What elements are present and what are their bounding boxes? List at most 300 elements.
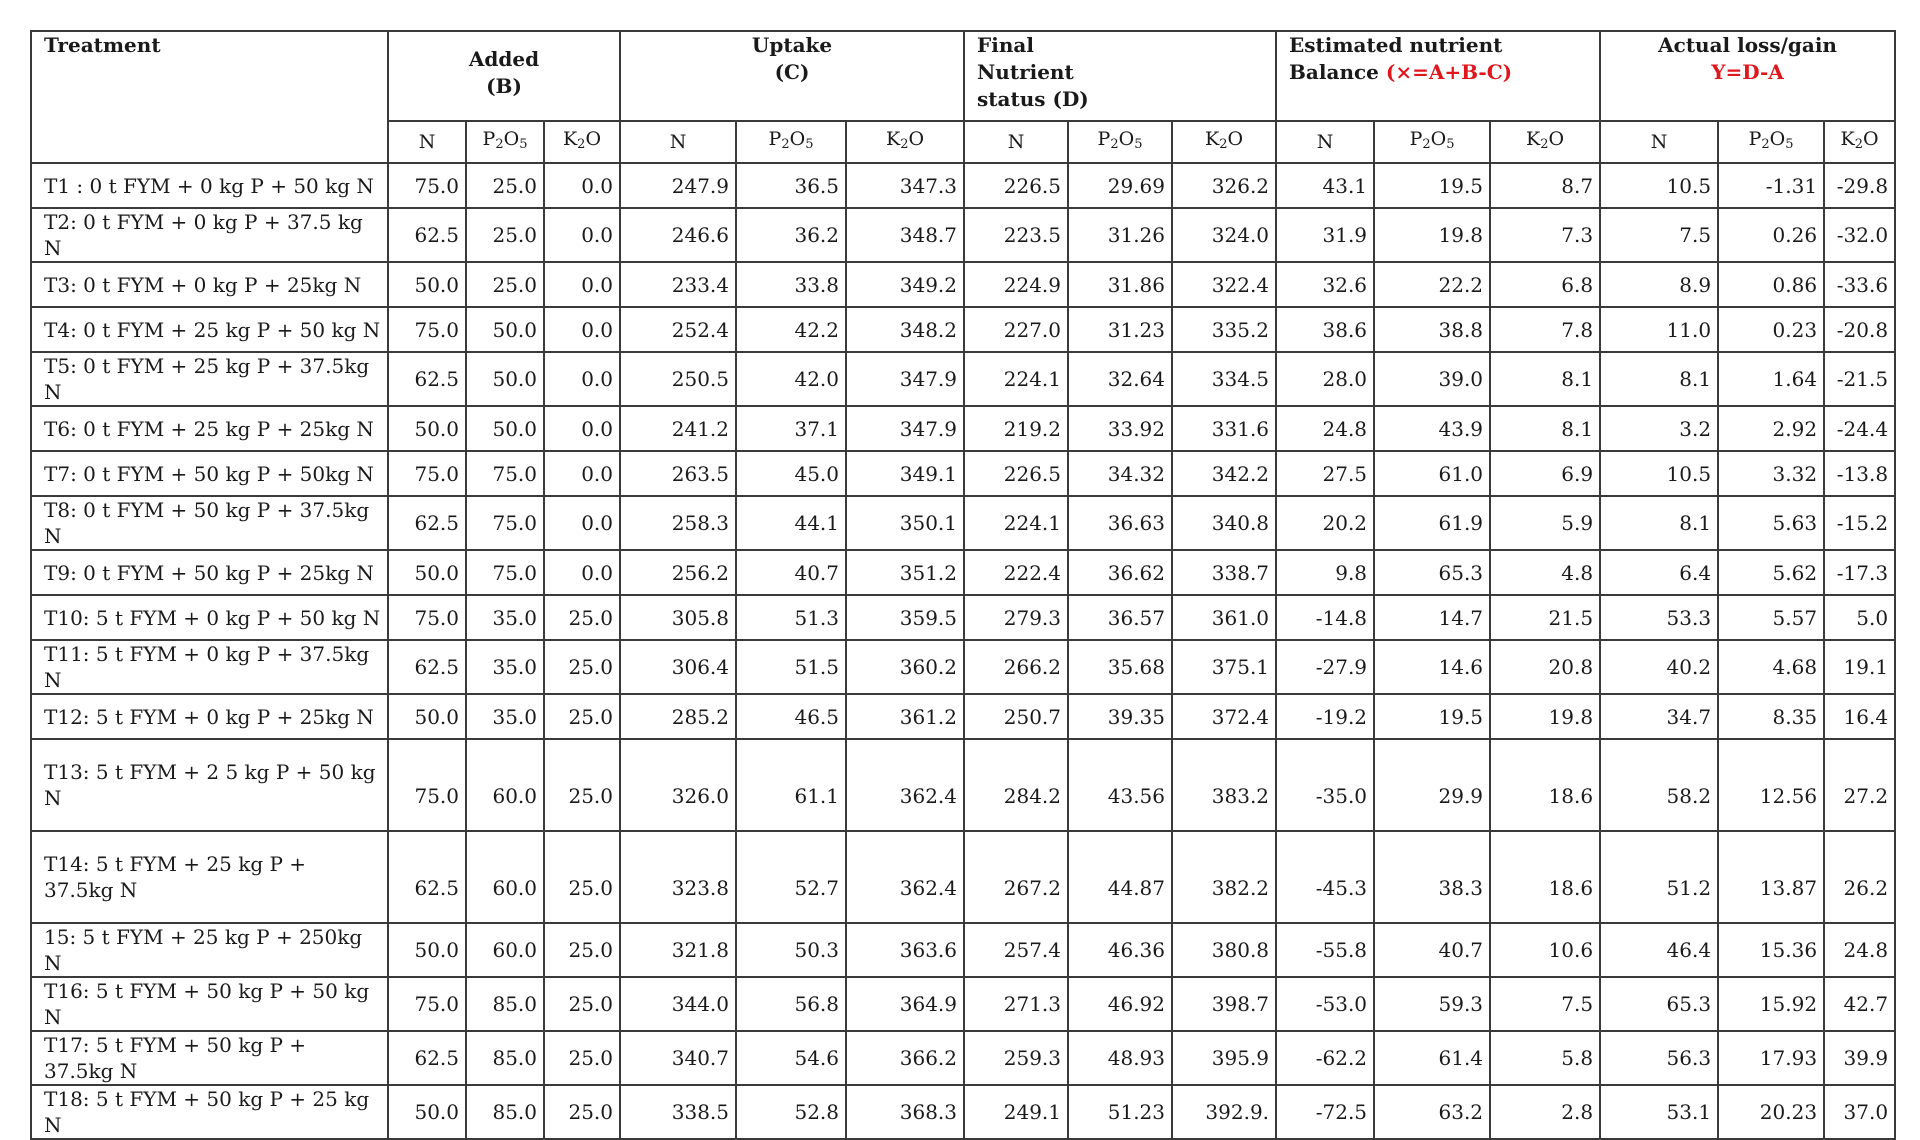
header-treatment [31, 31, 388, 163]
value-cell: -32.0 [1824, 208, 1895, 262]
value-cell: 323.8 [620, 831, 736, 923]
subheader-k2o-part: O [1863, 128, 1879, 150]
value-cell: 8.1 [1490, 406, 1600, 451]
subheader-p2o5-part: P [482, 128, 496, 150]
subheader-p2o5-part: O [1430, 128, 1447, 150]
value-cell: 40.7 [736, 550, 846, 595]
nutrient-balance-table [30, 30, 1896, 1140]
subheader-uptake-n [620, 121, 736, 163]
value-cell: 222.4 [964, 550, 1068, 595]
value-cell: 366.2 [846, 1031, 964, 1085]
value-cell: 51.2 [1600, 831, 1718, 923]
value-cell: 398.7 [1172, 977, 1276, 1031]
value-cell: 321.8 [620, 923, 736, 977]
value-cell: 233.4 [620, 262, 736, 307]
value-cell: 257.4 [964, 923, 1068, 977]
subheader-p2o5-part: 2 [1110, 137, 1119, 152]
value-cell: 35.0 [466, 595, 544, 640]
value-cell: 25.0 [544, 1031, 620, 1085]
value-cell: 46.5 [736, 694, 846, 739]
subheader-k2o-part: K [1840, 128, 1855, 150]
subheader-k2o-part: 2 [1540, 137, 1549, 152]
table-row [31, 694, 1895, 739]
value-cell: 34.7 [1600, 694, 1718, 739]
value-cell: 51.23 [1068, 1085, 1172, 1139]
treatment-cell: T5: 0 t FYM + 25 kg P + 37.5kg N [31, 352, 388, 406]
value-cell: 8.9 [1600, 262, 1718, 307]
value-cell: 46.92 [1068, 977, 1172, 1031]
table-row [31, 595, 1895, 640]
table-header [31, 31, 1895, 163]
value-cell: -33.6 [1824, 262, 1895, 307]
value-cell: 53.1 [1600, 1085, 1718, 1139]
value-cell: 7.5 [1490, 977, 1600, 1031]
header-final-line2: Nutrient [977, 60, 1074, 84]
value-cell: 60.0 [466, 923, 544, 977]
value-cell: 6.4 [1600, 550, 1718, 595]
value-cell: 65.3 [1374, 550, 1490, 595]
value-cell: 54.6 [736, 1031, 846, 1085]
value-cell: 63.2 [1374, 1085, 1490, 1139]
value-cell: 61.0 [1374, 451, 1490, 496]
value-cell: 61.1 [736, 739, 846, 831]
value-cell: 42.0 [736, 352, 846, 406]
value-cell: 19.1 [1824, 640, 1895, 694]
value-cell: 347.9 [846, 406, 964, 451]
subheader-p2o5-part: 2 [1422, 137, 1431, 152]
value-cell: 25.0 [544, 831, 620, 923]
value-cell: 43.9 [1374, 406, 1490, 451]
value-cell: 7.5 [1600, 208, 1718, 262]
value-cell: 224.9 [964, 262, 1068, 307]
value-cell: 39.9 [1824, 1031, 1895, 1085]
value-cell: 224.1 [964, 496, 1068, 550]
subheader-p2o5-part: 5 [805, 137, 814, 152]
value-cell: -14.8 [1276, 595, 1374, 640]
value-cell: 0.0 [544, 163, 620, 208]
value-cell: 256.2 [620, 550, 736, 595]
value-cell: -17.3 [1824, 550, 1895, 595]
value-cell: 25.0 [544, 923, 620, 977]
subheader-uptake-p2o5 [736, 121, 846, 163]
value-cell: 75.0 [388, 451, 466, 496]
value-cell: 40.7 [1374, 923, 1490, 977]
treatment-cell: T14: 5 t FYM + 25 kg P + 37.5kg N [31, 831, 388, 923]
subheader-estimated-k2o [1490, 121, 1600, 163]
treatment-cell: T3: 0 t FYM + 0 kg P + 25kg N [31, 262, 388, 307]
subheader-k2o-part: O [908, 128, 925, 150]
value-cell: 50.0 [388, 694, 466, 739]
header-added-label: Added [468, 47, 540, 71]
value-cell: 35.0 [466, 640, 544, 694]
header-actual [1600, 31, 1895, 121]
value-cell: 36.5 [736, 163, 846, 208]
value-cell: 340.7 [620, 1031, 736, 1085]
value-cell: 38.8 [1374, 307, 1490, 352]
value-cell: 331.6 [1172, 406, 1276, 451]
value-cell: 246.6 [620, 208, 736, 262]
value-cell: 226.5 [964, 163, 1068, 208]
value-cell: 50.0 [466, 307, 544, 352]
treatment-cell: T18: 5 t FYM + 50 kg P + 25 kg N [31, 1085, 388, 1139]
value-cell: 392.9. [1172, 1085, 1276, 1139]
value-cell: 5.63 [1718, 496, 1824, 550]
value-cell: 27.5 [1276, 451, 1374, 496]
value-cell: 395.9 [1172, 1031, 1276, 1085]
value-cell: 50.0 [388, 550, 466, 595]
value-cell: -20.8 [1824, 307, 1895, 352]
value-cell: 60.0 [466, 739, 544, 831]
value-cell: 62.5 [388, 352, 466, 406]
value-cell: 0.0 [544, 451, 620, 496]
value-cell: 348.7 [846, 208, 964, 262]
value-cell: 36.63 [1068, 496, 1172, 550]
subheader-k2o-part: 2 [1854, 137, 1863, 152]
value-cell: 50.0 [388, 1085, 466, 1139]
value-cell: 60.0 [466, 831, 544, 923]
value-cell: 61.9 [1374, 496, 1490, 550]
value-cell: 38.6 [1276, 307, 1374, 352]
subheader-k2o-part: K [1526, 128, 1541, 150]
subheader-k2o-part: K [1204, 128, 1220, 150]
table-row [31, 977, 1895, 1031]
value-cell: 25.0 [544, 595, 620, 640]
treatment-cell: T10: 5 t FYM + 0 kg P + 50 kg N [31, 595, 388, 640]
value-cell: 1.64 [1718, 352, 1824, 406]
value-cell: 349.1 [846, 451, 964, 496]
value-cell: 37.0 [1824, 1085, 1895, 1139]
treatment-cell: T9: 0 t FYM + 50 kg P + 25kg N [31, 550, 388, 595]
value-cell: 39.0 [1374, 352, 1490, 406]
value-cell: 338.7 [1172, 550, 1276, 595]
subheader-k2o-part: 2 [900, 137, 909, 152]
value-cell: 5.62 [1718, 550, 1824, 595]
value-cell: 62.5 [388, 640, 466, 694]
value-cell: 36.62 [1068, 550, 1172, 595]
subheader-k2o-part: O [1548, 128, 1565, 150]
value-cell: 51.3 [736, 595, 846, 640]
value-cell: 16.4 [1824, 694, 1895, 739]
value-cell: 36.57 [1068, 595, 1172, 640]
value-cell: 0.0 [544, 406, 620, 451]
value-cell: -1.31 [1718, 163, 1824, 208]
value-cell: 26.2 [1824, 831, 1895, 923]
value-cell: 0.86 [1718, 262, 1824, 307]
subheader-p2o5-part: 5 [519, 137, 528, 152]
subheader-p2o5-part: P [1748, 128, 1762, 150]
subheader-final-k2o [1172, 121, 1276, 163]
value-cell: 75.0 [388, 163, 466, 208]
subheader-p2o5-part: P [768, 128, 782, 150]
value-cell: 46.4 [1600, 923, 1718, 977]
value-cell: 267.2 [964, 831, 1068, 923]
value-cell: 10.5 [1600, 163, 1718, 208]
value-cell: 35.68 [1068, 640, 1172, 694]
value-cell: 342.2 [1172, 451, 1276, 496]
value-cell: 2.8 [1490, 1085, 1600, 1139]
header-actual-formula: Y=D-A [1711, 60, 1784, 84]
value-cell: 360.2 [846, 640, 964, 694]
value-cell: 75.0 [466, 550, 544, 595]
value-cell: -27.9 [1276, 640, 1374, 694]
subheader-actual-k2o [1824, 121, 1895, 163]
subheader-p2o5-part: O [1769, 128, 1786, 150]
table-body [31, 163, 1895, 1139]
header-actual-label: Actual loss/gain [1658, 33, 1837, 57]
value-cell: 227.0 [964, 307, 1068, 352]
value-cell: 50.0 [466, 352, 544, 406]
value-cell: 40.2 [1600, 640, 1718, 694]
value-cell: 7.8 [1490, 307, 1600, 352]
header-estimated [1276, 31, 1600, 121]
value-cell: -55.8 [1276, 923, 1374, 977]
table-row [31, 208, 1895, 262]
value-cell: 326.0 [620, 739, 736, 831]
value-cell: 50.0 [388, 406, 466, 451]
value-cell: 322.4 [1172, 262, 1276, 307]
value-cell: -15.2 [1824, 496, 1895, 550]
header-uptake [620, 31, 964, 121]
value-cell: 35.0 [466, 694, 544, 739]
value-cell: 75.0 [388, 307, 466, 352]
value-cell: 43.56 [1068, 739, 1172, 831]
value-cell: 24.8 [1276, 406, 1374, 451]
value-cell: 75.0 [466, 451, 544, 496]
header-treatment-label: Treatment [44, 33, 161, 57]
value-cell: 0.26 [1718, 208, 1824, 262]
value-cell: 348.2 [846, 307, 964, 352]
value-cell: 305.8 [620, 595, 736, 640]
value-cell: 326.2 [1172, 163, 1276, 208]
value-cell: 62.5 [388, 208, 466, 262]
value-cell: 75.0 [388, 595, 466, 640]
subheader-added-n [388, 121, 466, 163]
table-row [31, 739, 1895, 831]
subheader-final-n [964, 121, 1068, 163]
treatment-cell: T6: 0 t FYM + 25 kg P + 25kg N [31, 406, 388, 451]
value-cell: 8.7 [1490, 163, 1600, 208]
value-cell: 31.26 [1068, 208, 1172, 262]
value-cell: 75.0 [388, 977, 466, 1031]
value-cell: 0.0 [544, 307, 620, 352]
treatment-cell: T7: 0 t FYM + 50 kg P + 50kg N [31, 451, 388, 496]
value-cell: 338.5 [620, 1085, 736, 1139]
value-cell: 0.0 [544, 352, 620, 406]
table-row [31, 496, 1895, 550]
value-cell: 19.5 [1374, 694, 1490, 739]
subheader-k2o-part: K [562, 128, 578, 150]
value-cell: 44.87 [1068, 831, 1172, 923]
value-cell: 62.5 [388, 496, 466, 550]
value-cell: 5.8 [1490, 1031, 1600, 1085]
value-cell: -62.2 [1276, 1031, 1374, 1085]
value-cell: 5.9 [1490, 496, 1600, 550]
value-cell: 0.0 [544, 208, 620, 262]
subheader-k2o-part: O [1227, 128, 1244, 150]
value-cell: 250.7 [964, 694, 1068, 739]
value-cell: 45.0 [736, 451, 846, 496]
table-row [31, 307, 1895, 352]
value-cell: 15.92 [1718, 977, 1824, 1031]
value-cell: 12.56 [1718, 739, 1824, 831]
header-uptake-sub: (C) [774, 60, 810, 84]
value-cell: 59.3 [1374, 977, 1490, 1031]
value-cell: 361.2 [846, 694, 964, 739]
value-cell: 0.0 [544, 550, 620, 595]
value-cell: 335.2 [1172, 307, 1276, 352]
value-cell: 13.87 [1718, 831, 1824, 923]
value-cell: 324.0 [1172, 208, 1276, 262]
value-cell: -29.8 [1824, 163, 1895, 208]
value-cell: 368.3 [846, 1085, 964, 1139]
value-cell: 25.0 [466, 163, 544, 208]
value-cell: 32.6 [1276, 262, 1374, 307]
subheader-n-label: N [1650, 130, 1668, 153]
header-estimated-formula: (×=A+B-C) [1385, 60, 1513, 84]
value-cell: 25.0 [466, 262, 544, 307]
subheader-uptake-k2o [846, 121, 964, 163]
value-cell: 14.7 [1374, 595, 1490, 640]
value-cell: 359.5 [846, 595, 964, 640]
header-final-line3: status (D) [977, 87, 1089, 111]
treatment-cell: 15: 5 t FYM + 25 kg P + 250kg N [31, 923, 388, 977]
value-cell: 19.8 [1374, 208, 1490, 262]
value-cell: 29.9 [1374, 739, 1490, 831]
value-cell: 37.1 [736, 406, 846, 451]
value-cell: 42.2 [736, 307, 846, 352]
value-cell: 8.1 [1600, 352, 1718, 406]
value-cell: 17.93 [1718, 1031, 1824, 1085]
value-cell: 5.0 [1824, 595, 1895, 640]
value-cell: 25.0 [466, 208, 544, 262]
value-cell: -19.2 [1276, 694, 1374, 739]
value-cell: 61.4 [1374, 1031, 1490, 1085]
value-cell: 334.5 [1172, 352, 1276, 406]
value-cell: 43.1 [1276, 163, 1374, 208]
value-cell: 5.57 [1718, 595, 1824, 640]
value-cell: 249.1 [964, 1085, 1068, 1139]
subheader-n-label: N [418, 130, 436, 153]
value-cell: 380.8 [1172, 923, 1276, 977]
value-cell: 50.0 [388, 262, 466, 307]
subheader-estimated-n [1276, 121, 1374, 163]
subheader-actual-p2o5 [1718, 121, 1824, 163]
value-cell: 20.8 [1490, 640, 1600, 694]
treatment-cell: T16: 5 t FYM + 50 kg P + 50 kg N [31, 977, 388, 1031]
value-cell: 58.2 [1600, 739, 1718, 831]
treatment-cell: T4: 0 t FYM + 25 kg P + 50 kg N [31, 307, 388, 352]
value-cell: 20.23 [1718, 1085, 1824, 1139]
subheader-n-label: N [669, 130, 687, 153]
value-cell: 19.5 [1374, 163, 1490, 208]
value-cell: 2.92 [1718, 406, 1824, 451]
value-cell: 226.5 [964, 451, 1068, 496]
subheader-p2o5-part: 5 [1785, 137, 1794, 152]
value-cell: 258.3 [620, 496, 736, 550]
value-cell: 284.2 [964, 739, 1068, 831]
value-cell: 259.3 [964, 1031, 1068, 1085]
table-row [31, 923, 1895, 977]
value-cell: 14.6 [1374, 640, 1490, 694]
value-cell: 8.1 [1600, 496, 1718, 550]
value-cell: 8.1 [1490, 352, 1600, 406]
value-cell: 18.6 [1490, 739, 1600, 831]
subheader-p2o5-part: 5 [1134, 137, 1143, 152]
table-row [31, 1085, 1895, 1139]
table-row [31, 163, 1895, 208]
subheader-p2o5-part: 5 [1446, 137, 1455, 152]
subheader-n-label: N [1007, 130, 1025, 153]
value-cell: 46.36 [1068, 923, 1172, 977]
table-row [31, 550, 1895, 595]
value-cell: -53.0 [1276, 977, 1374, 1031]
value-cell: 22.2 [1374, 262, 1490, 307]
value-cell: 65.3 [1600, 977, 1718, 1031]
value-cell: -45.3 [1276, 831, 1374, 923]
value-cell: 250.5 [620, 352, 736, 406]
value-cell: 0.0 [544, 496, 620, 550]
value-cell: 53.3 [1600, 595, 1718, 640]
value-cell: 306.4 [620, 640, 736, 694]
value-cell: 6.9 [1490, 451, 1600, 496]
value-cell: 18.6 [1490, 831, 1600, 923]
value-cell: 340.8 [1172, 496, 1276, 550]
subheader-p2o5-part: O [1118, 128, 1135, 150]
value-cell: 25.0 [544, 640, 620, 694]
value-cell: 3.32 [1718, 451, 1824, 496]
value-cell: 363.6 [846, 923, 964, 977]
value-cell: 10.6 [1490, 923, 1600, 977]
value-cell: 50.3 [736, 923, 846, 977]
value-cell: -72.5 [1276, 1085, 1374, 1139]
value-cell: 31.9 [1276, 208, 1374, 262]
value-cell: 263.5 [620, 451, 736, 496]
treatment-cell: T1 : 0 t FYM + 0 kg P + 50 kg N [31, 163, 388, 208]
value-cell: 75.0 [388, 739, 466, 831]
subheader-p2o5-part: 2 [1761, 137, 1770, 152]
value-cell: 31.86 [1068, 262, 1172, 307]
value-cell: 223.5 [964, 208, 1068, 262]
value-cell: 48.93 [1068, 1031, 1172, 1085]
value-cell: 21.5 [1490, 595, 1600, 640]
header-estimated-line2: Balance [1289, 60, 1379, 84]
value-cell: 9.8 [1276, 550, 1374, 595]
treatment-cell: T13: 5 t FYM + 2 5 kg P + 50 kg N [31, 739, 388, 831]
subheader-p2o5-part: P [1097, 128, 1111, 150]
header-added [388, 31, 620, 121]
value-cell: 20.2 [1276, 496, 1374, 550]
value-cell: 347.9 [846, 352, 964, 406]
subheader-k2o-part: K [885, 128, 901, 150]
value-cell: 364.9 [846, 977, 964, 1031]
value-cell: 33.92 [1068, 406, 1172, 451]
value-cell: 52.7 [736, 831, 846, 923]
value-cell: 25.0 [544, 739, 620, 831]
value-cell: 36.2 [736, 208, 846, 262]
value-cell: 383.2 [1172, 739, 1276, 831]
value-cell: 6.8 [1490, 262, 1600, 307]
value-cell: 219.2 [964, 406, 1068, 451]
value-cell: 34.32 [1068, 451, 1172, 496]
value-cell: -24.4 [1824, 406, 1895, 451]
subheader-actual-n [1600, 121, 1718, 163]
subheader-p2o5-part: 2 [495, 137, 504, 152]
value-cell: 266.2 [964, 640, 1068, 694]
value-cell: 11.0 [1600, 307, 1718, 352]
value-cell: 271.3 [964, 977, 1068, 1031]
value-cell: 50.0 [388, 923, 466, 977]
value-cell: 241.2 [620, 406, 736, 451]
